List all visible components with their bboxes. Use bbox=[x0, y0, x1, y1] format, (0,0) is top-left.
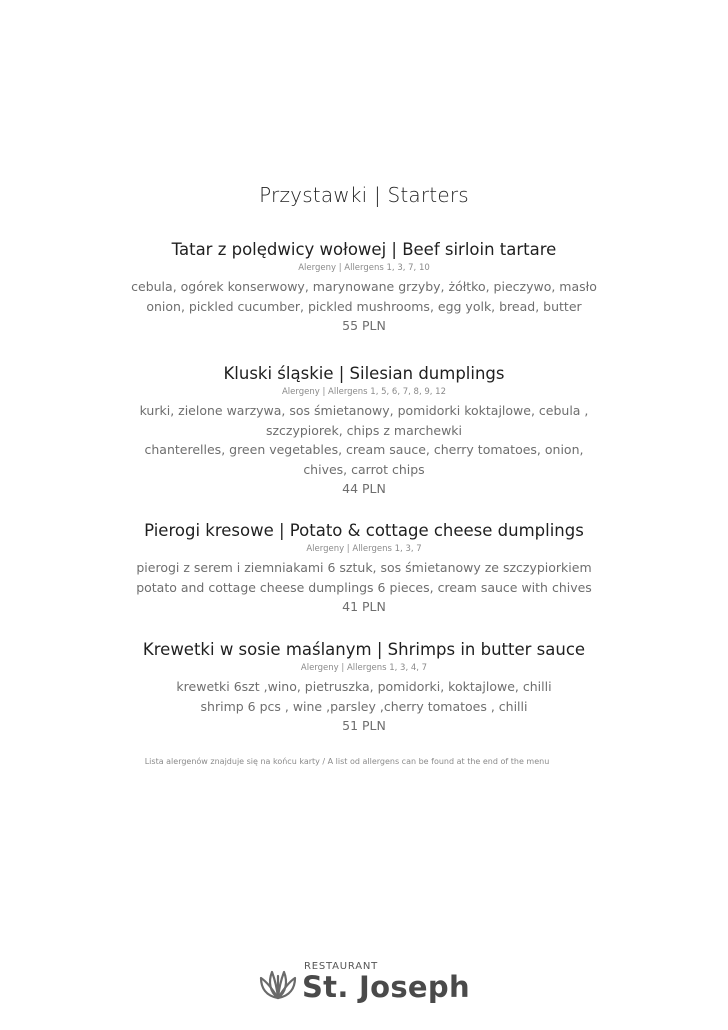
dish-description-pl: kurki, zielone warzywa, sos śmietanowy, pomidorki koktajlowe, cebula , szczypiorek, chips z marchewki bbox=[139, 403, 589, 438]
restaurant-logo bbox=[258, 958, 478, 1008]
section-title: Przystawki | Starters bbox=[259, 183, 469, 207]
dish-name: Pierogi kresowe | Potato & cottage cheese dumplings bbox=[144, 521, 584, 540]
dish-price: 55 PLN bbox=[342, 318, 386, 333]
dish-price: 41 PLN bbox=[342, 599, 386, 614]
dish-name: Tatar z polędwicy wołowej | Beef sirloin tartare bbox=[171, 240, 557, 259]
dish-allergens: Alergeny | Allergens 1, 3, 7, 10 bbox=[298, 263, 430, 273]
logo-restaurant-label: RESTAURANT bbox=[304, 961, 379, 972]
lotus-flower-icon bbox=[258, 964, 298, 1004]
dish-item bbox=[0, 521, 728, 617]
dish-price: 44 PLN bbox=[342, 481, 386, 496]
dish-item bbox=[0, 240, 728, 336]
dish-description-en: onion, pickled cucumber, pickled mushrooms, egg yolk, bread, butter bbox=[146, 298, 582, 314]
dish-description-en: chanterelles, green vegetables, cream sauce, cherry tomatoes, onion, chives, carrot chips bbox=[144, 442, 584, 477]
dish-allergens: Alergeny | Allergens 1, 5, 6, 7, 8, 9, 12 bbox=[281, 387, 446, 397]
dish-item bbox=[0, 364, 728, 499]
dish-description-pl: krewetki 6szt ,wino, pietruszka, pomidorki, koktajlowe, chilli bbox=[176, 679, 552, 694]
dish-description-pl: pierogi z serem i ziemniakami 6 sztuk, sos śmietanowy ze szczypiorkiem bbox=[136, 560, 592, 575]
dish-description-en: shrimp 6 pcs , wine ,parsley ,cherry tomatoes , chilli bbox=[200, 698, 528, 714]
dish-description-en: potato and cottage cheese dumplings 6 pieces, cream sauce with chives bbox=[136, 579, 592, 595]
dish-description-pl: cebula, ogórek konserwowy, marynowane grzyby, żółtko, pieczywo, masło bbox=[131, 279, 597, 294]
dish-item bbox=[0, 640, 728, 736]
dish-name: Kluski śląskie | Silesian dumplings bbox=[223, 364, 505, 383]
dish-price: 51 PLN bbox=[342, 718, 386, 733]
dish-name: Krewetki w sosie maślanym | Shrimps in butter sauce bbox=[142, 640, 586, 659]
logo-restaurant-name: St. Joseph bbox=[302, 970, 470, 1004]
dish-allergens: Alergeny | Allergens 1, 3, 4, 7 bbox=[300, 663, 428, 673]
allergen-footnote: Lista alergenów znajduje się na końcu karty / A list od allergens can be found at the end of the menu bbox=[144, 757, 550, 766]
dish-allergens: Alergeny | Allergens 1, 3, 7 bbox=[306, 544, 422, 554]
